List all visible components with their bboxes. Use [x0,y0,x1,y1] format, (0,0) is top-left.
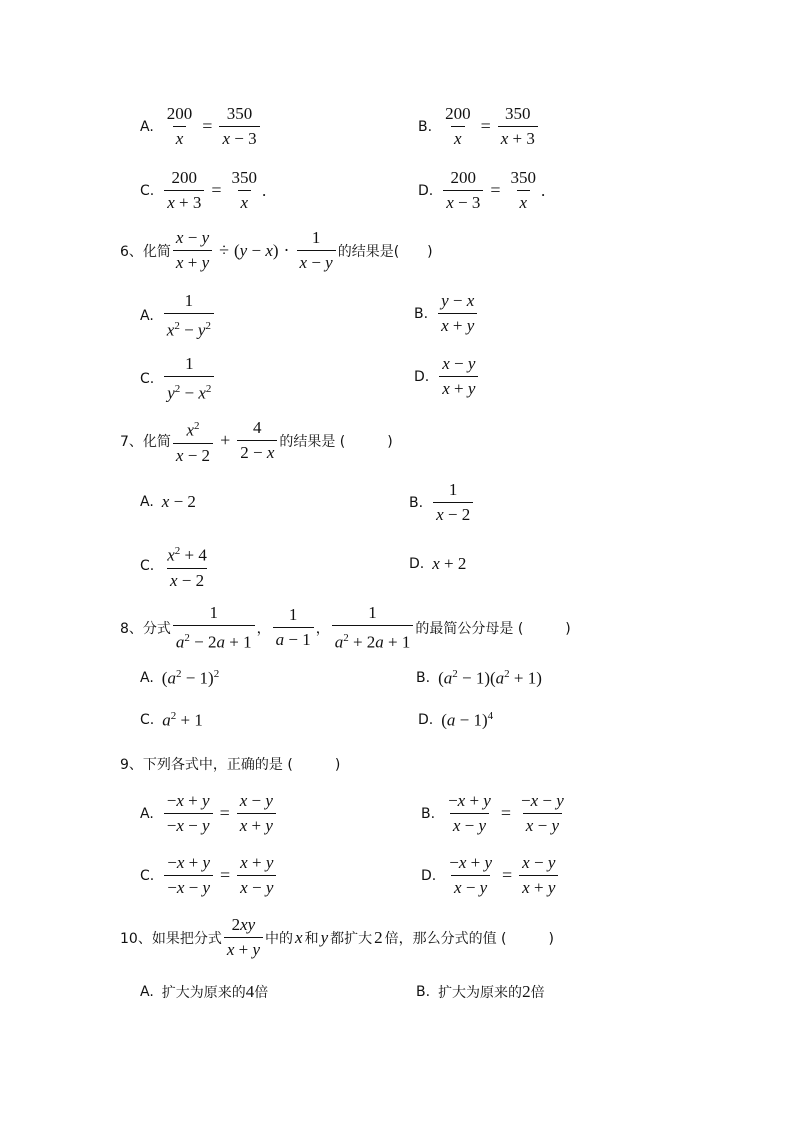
question-text: 下列各式中，正确的是 ( ) [142,757,341,773]
q10-option-a [140,982,268,1002]
question-mid: 都扩大 [330,930,373,947]
q10-option-b [416,982,545,1002]
option-label: C. [140,182,155,199]
option-label: A. [140,307,154,324]
option-label: A. [140,984,154,1000]
option-label: B. [416,984,431,1000]
option-label: B. [414,305,429,322]
question-tail: 的结果是 ( ) [279,433,393,450]
question-tail: 的结果是( ) [337,243,433,260]
question-mid: 中的 [265,930,294,947]
question-7: 7、 化简 $\frac{x^2}{x - 2}$ + $\frac{4}{2 - x}$ 的结果是 ( ) [120,418,393,465]
q5-option-b: B. $\frac{200}{x}$ = $\frac{350}{x + 3}$ [418,104,540,149]
option-number: 2 [522,982,531,1001]
option-label: D. [418,712,434,729]
q5-option-c: C. $\frac{200}{x + 3}$ = $\frac{350}{x}$ . [140,168,267,212]
q6-option-a: A. $\frac{1}{x^2 - y^2}$ [140,291,216,341]
q7-option-c: C. $\frac{x^2 + 4}{x - 2}$ [140,545,207,590]
option-label: C. [140,557,155,574]
q9-option-d: D. $\frac{-x + y}{x - y}$ = $\frac{x - y}{x + y}$ [421,853,560,898]
option-label: D. [418,182,434,199]
option-label: A. [140,670,154,687]
separator: ， [256,620,271,637]
option-label: D. [409,556,425,572]
variable-y: y [320,927,329,947]
q7-option-d: D. x + 2 [409,554,467,573]
question-tail: 的最简公分母是 ( ) [415,620,571,637]
q8-option-a: A. $(a^2 - 1)^2$ [140,668,220,688]
q9-option-a: A. $\frac{-x + y}{-x - y}$ = $\frac{x - y}{x + y}$ [140,791,278,836]
q9-option-b: B. $\frac{-x + y}{x - y}$ = $\frac{-x - y}{x - y}$ [421,791,564,835]
option-number: 4 [245,982,255,1001]
option-label: D. [421,867,437,884]
option-label: D. [414,368,430,385]
q9-option-c: C. $\frac{-x + y}{-x - y}$ = $\frac{x + y}{x - y}$ [140,853,278,898]
question-tail: 倍，那么分式的值 ( ) [384,930,554,947]
separator: ， [315,620,330,637]
option-label: B. [416,670,431,687]
question-number: 8、 [120,620,143,637]
question-mid: 和 [304,930,319,947]
option-text: 扩大为原来的 [438,985,523,1001]
q7-option-b: B. $\frac{1}{x - 2}$ [409,480,475,525]
q6-option-c: C. $\frac{1}{y^2 - x^2}$ [140,354,216,404]
q7-option-a: A. x − 2 [140,492,196,511]
question-number: 7、 [120,433,143,450]
option-label: C. [140,712,155,729]
question-number: 10、 [120,930,152,947]
question-lead: 如果把分式 [151,930,222,947]
question-6: 6、 化简 $\frac{x - y}{x + y}$ ÷ (y − x) · $\frac{1}{x - y}$ 的结果是( ) [120,228,433,272]
option-text: 扩大为原来的 [161,985,246,1001]
q6-option-d: D. $\frac{x - y}{x + y}$ [414,354,480,399]
option-label: C. [140,370,155,387]
question-number: 6、 [120,243,143,260]
q8-option-b: B. $(a^2 - 1)(a^2 + 1)$ [416,668,542,688]
question-lead: 化简 [142,243,171,260]
factor: 2 [374,927,383,947]
option-label: A. [140,805,154,822]
question-8: 8、 分式 $\frac{1}{a^2 - 2a + 1}$ ， $\frac{1}{a - 1}$ ， $\frac{1}{a^2 + 2a + 1}$ 的最简公分母是 ( ) [120,603,571,652]
q6-option-b: B. $\frac{y - x}{x + y}$ [414,291,479,336]
q8-option-d: D. $(a - 1)^4$ [418,710,494,730]
question-lead: 分式 [142,620,171,637]
question-10: 10、 如果把分式 $\frac{2xy}{x + y}$ 中的 x 和 y 都扩大 2 倍，那么分式的值 ( ) [120,915,554,959]
question-9 [120,754,340,774]
option-label: B. [409,494,424,511]
q5-option-a: A. $\frac{200}{x}$ = $\frac{350}{x - 3}$ [140,104,262,149]
option-label: A. [140,118,154,135]
option-label: C. [140,867,155,884]
option-unit: 倍 [530,985,545,1001]
q8-option-c: C. $a^2 + 1$ [140,710,203,730]
variable-x: x [295,927,303,947]
option-label: A. [140,494,154,510]
q5-option-d: D. $\frac{200}{x - 3}$ = $\frac{350}{x}$ . [418,168,546,212]
option-label: B. [418,118,433,135]
option-label: B. [421,805,436,822]
question-lead: 化简 [142,433,171,450]
option-unit: 倍 [254,985,269,1001]
question-number: 9、 [120,757,143,773]
